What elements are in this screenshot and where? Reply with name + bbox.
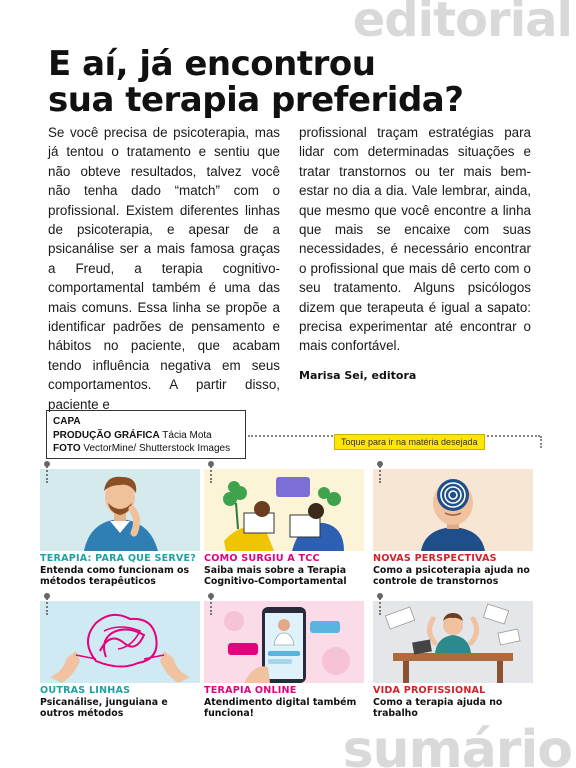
toc-card-description[interactable]: Psicanálise, junguiana e outros métodos xyxy=(40,697,168,719)
toc-card-description[interactable]: Como a terapia ajuda no trabalho xyxy=(373,697,503,719)
thinking-man-illustration[interactable] xyxy=(40,469,200,551)
toc-card-title[interactable]: VIDA PROFISSIONAL xyxy=(373,685,486,696)
cover-credits xyxy=(46,410,246,459)
toc-card-title[interactable]: COMO SURGIU A TCC xyxy=(204,553,320,564)
toc-card-title[interactable]: TERAPIA: PARA QUE SERVE? xyxy=(40,553,197,564)
editor-signature: Marisa Sei, editora xyxy=(299,369,417,382)
toc-card-description[interactable]: Entenda como funcionam os métodos terapêuticos xyxy=(40,565,190,587)
toc-card-description[interactable]: Atendimento digital também funciona! xyxy=(204,697,357,719)
stressed-worker-illustration[interactable] xyxy=(373,601,533,683)
body-column-left: Se você precisa de psicoterapia, mas já tentou o tratamento e sentiu que não obteve resultados, talvez você não tenha dado “match” com o profissional. Existem diferentes linhas de psicoterapia, e apesar de a psicanálise ser a mais famosa graças a Freud, a terapia cognitivo-comportamental também é uma das mais comuns. Essa linha se propõe a identificar padrões de pensamento e hábitos no paciente, que acabam tendo influência negativa em seus comportamentos. A partir disso, paciente e xyxy=(48,125,280,412)
toc-card-description[interactable]: Saiba mais sobre a Terapia Cognitivo-Comportamental xyxy=(204,565,347,587)
headline xyxy=(48,46,548,118)
section-label-editorial: editorial xyxy=(352,0,572,48)
dotted-pin xyxy=(46,595,48,615)
credit-foto: FOTO VectorMine/ Shutterstock Images xyxy=(53,443,231,454)
body-column-right: profissional traçam estratégias para lidar com determinadas situações e tratar transtornos ou ter mais bem-estar no dia a dia. Vale lembrar, ainda, que mesmo que você encontre a linha que mais se encaixe com suas necessidades, é necessário encontrar o profissional que mais dê certo com o seu tratamento. Alguns psicólogos dizem que terapeuta é igual a sapato: precisa experimentar até encontrar o mais confortável. xyxy=(299,125,531,354)
toc-card-description[interactable]: Como a psicoterapia ajuda no controle de transtornos xyxy=(373,565,530,587)
dotted-pin xyxy=(379,595,381,615)
headline-line-1: E aí, já encontrou xyxy=(48,44,376,84)
reading-people-illustration[interactable] xyxy=(204,469,364,551)
dotted-pin xyxy=(210,463,212,483)
dotted-divider-drop xyxy=(540,436,542,448)
dotted-pin xyxy=(379,463,381,483)
toc-card-title[interactable]: OUTRAS LINHAS xyxy=(40,685,131,696)
section-label-sumario: sumário xyxy=(342,720,572,768)
toc-card-title[interactable]: TERAPIA ONLINE xyxy=(204,685,297,696)
headline-line-2: sua terapia preferida? xyxy=(48,80,464,120)
maze-head-illustration[interactable] xyxy=(373,469,533,551)
toc-card-title[interactable]: NOVAS PERSPECTIVAS xyxy=(373,553,497,564)
phone-doctor-illustration[interactable] xyxy=(204,601,364,683)
credit-producao: PRODUÇÃO GRÁFICA Tácia Mota xyxy=(53,429,212,441)
navigation-hint: Toque para ir na matéria desejada xyxy=(334,434,485,450)
tangled-brain-illustration[interactable] xyxy=(40,601,200,683)
credit-capa: CAPA xyxy=(53,416,81,427)
dotted-pin xyxy=(210,595,212,615)
dotted-pin xyxy=(46,463,48,483)
